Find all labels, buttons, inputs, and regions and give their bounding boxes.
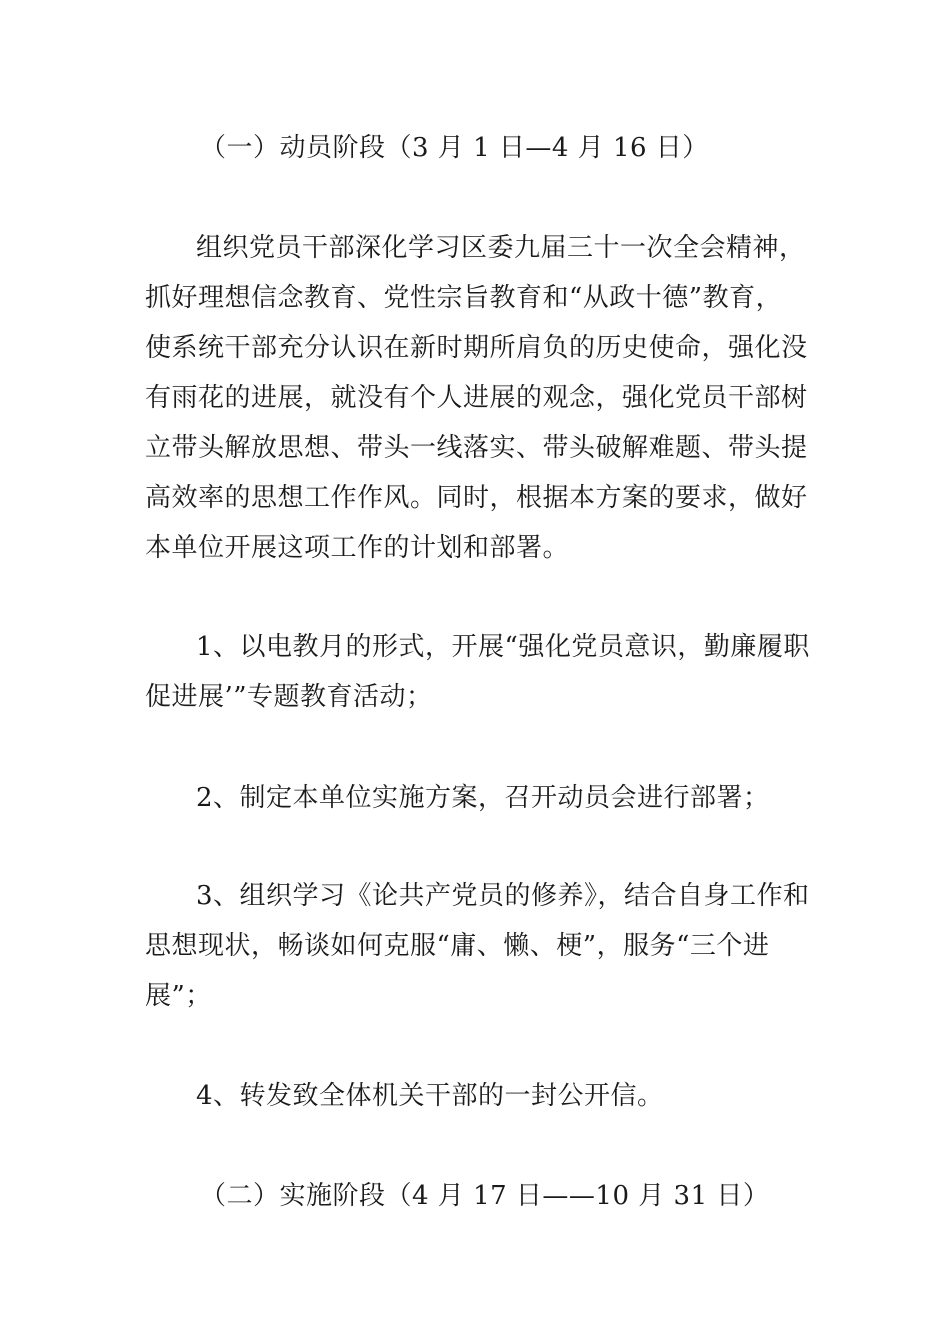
paragraph-line: 高效率的思想工作作风。同时，根据本方案的要求，做好 (145, 483, 808, 513)
list-item-1-line: 1、以电教月的形式，开展“强化党员意识，勤廉履职 (196, 632, 810, 662)
list-item-2-line: 2、制定本单位实施方案，召开动员会进行部署； (196, 783, 770, 813)
paragraph-line: 有雨花的进展，就没有个人进展的观念，强化党员干部树 (145, 383, 808, 413)
list-item-4-line: 4、转发致全体机关干部的一封公开信。 (196, 1081, 664, 1111)
paragraph-line: 使系统干部充分认识在新时期所肩负的历史使命，强化没 (145, 333, 808, 363)
paragraph-line: 本单位开展这项工作的计划和部署。 (145, 533, 570, 563)
paragraph-line: 立带头解放思想、带头一线落实、带头破解难题、带头提 (145, 433, 808, 463)
paragraph-line: 抓好理想信念教育、党性宗旨教育和“从政十德”教育， (145, 283, 783, 313)
paragraph-line: 组织党员干部深化学习区委九届三十一次全会精神， (196, 233, 806, 263)
list-item-1-line: 促进展’”专题教育活动； (145, 682, 433, 712)
list-item-3-line: 思想现状，畅谈如何克服“庸、懒、梗”，服务“三个进 (145, 931, 770, 961)
section-heading-mobilization: （一）动员阶段（3 月 1 日—4 月 16 日） (200, 133, 709, 163)
list-item-3-line: 3、组织学习《论共产党员的修养》，结合自身工作和 (196, 881, 810, 911)
section-heading-implementation: （二）实施阶段（4 月 17 日——10 月 31 日） (200, 1181, 770, 1211)
list-item-3-line: 展”； (145, 981, 212, 1011)
